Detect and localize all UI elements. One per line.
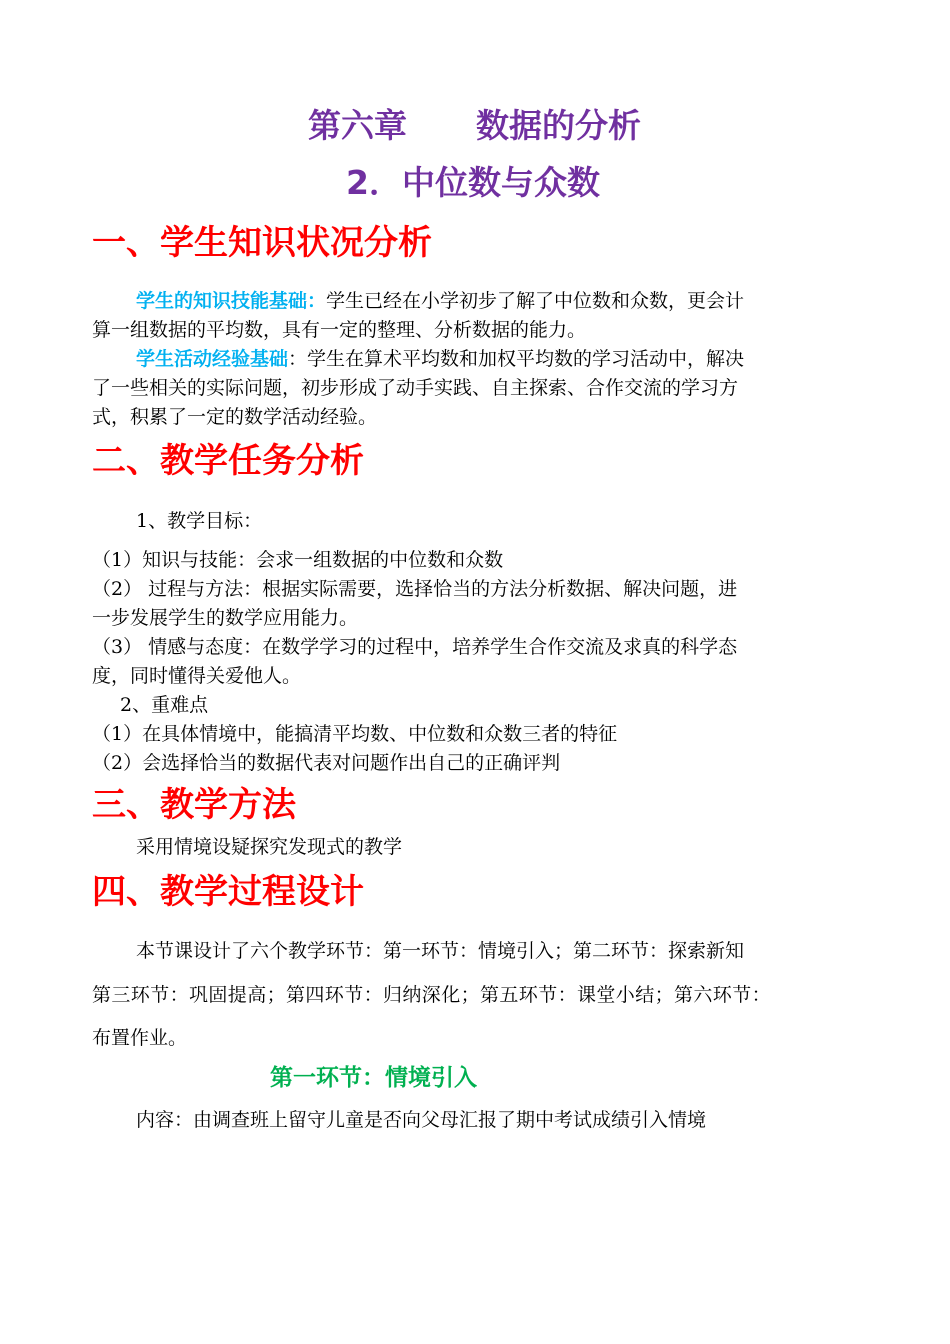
process-line1: 本节课设计了六个教学环节：第一环节：情境引入；第二环节：探索新知 (136, 940, 745, 962)
method-text: 采用情境设疑探究发现式的教学 (136, 836, 403, 858)
process-line3: 布置作业。 (92, 1027, 188, 1049)
key-point-item: （2）会选择恰当的数据代表对问题作出自己的正确评判 (92, 752, 561, 774)
process-line2: 第三环节：巩固提高；第四环节：归纳深化；第五环节：课堂小结；第六环节： (92, 984, 772, 1006)
goal-title: 1、教学目标： (136, 510, 263, 532)
chapter-title: 数据的分析 (476, 106, 641, 145)
section-heading-1: 一、学生知识状况分析 (92, 223, 432, 263)
experience-text-line2: 了一些相关的实际问题，初步形成了动手实践、自主探索、合作交流的学习方 (92, 377, 739, 399)
experience-label: 学生活动经验基础 (136, 348, 289, 370)
goal-item: （2） 过程与方法：根据实际需要，选择恰当的方法分析数据、解决问题，进 (92, 578, 738, 600)
experience-text-line3: 式，积累了一定的数学活动经验。 (92, 406, 378, 428)
key-points-title: 2、重难点 (120, 694, 209, 716)
goal-item: （1）知识与技能：会求一组数据的中位数和众数 (92, 549, 504, 571)
knowledge-text-line1: 学生已经在小学初步了解了中位数和众数，更会计 (326, 290, 745, 312)
goal-item-continued: 度，同时懂得关爱他人。 (92, 665, 302, 687)
goals-list (92, 546, 868, 778)
chapter-label: 第六章 (308, 106, 407, 145)
section-heading-4: 四、教学过程设计 (92, 872, 364, 912)
experience-text-line1: ：学生在算术平均数和加权平均数的学习活动中，解决 (288, 348, 745, 370)
lesson-title: 2．中位数与众数 (346, 163, 600, 202)
step1-title: 第一环节：情境引入 (270, 1065, 477, 1091)
step1-content: 内容：由调查班上留守儿童是否向父母汇报了期中考试成绩引入情境 (136, 1109, 707, 1131)
goal-item-continued: 一步发展学生的数学应用能力。 (92, 607, 359, 629)
knowledge-text-line2: 算一组数据的平均数，具有一定的整理、分析数据的能力。 (92, 319, 587, 341)
paragraph-knowledge-basis (92, 287, 868, 432)
section-heading-2: 二、教学任务分析 (92, 441, 364, 481)
goal-item: （3） 情感与态度：在数学学习的过程中，培养学生合作交流及求真的科学态 (92, 636, 738, 658)
key-point-item: （1）在具体情境中，能搞清平均数、中位数和众数三者的特征 (92, 723, 618, 745)
section-heading-3: 三、教学方法 (92, 785, 296, 825)
knowledge-label: 学生的知识技能基础： (136, 290, 327, 312)
